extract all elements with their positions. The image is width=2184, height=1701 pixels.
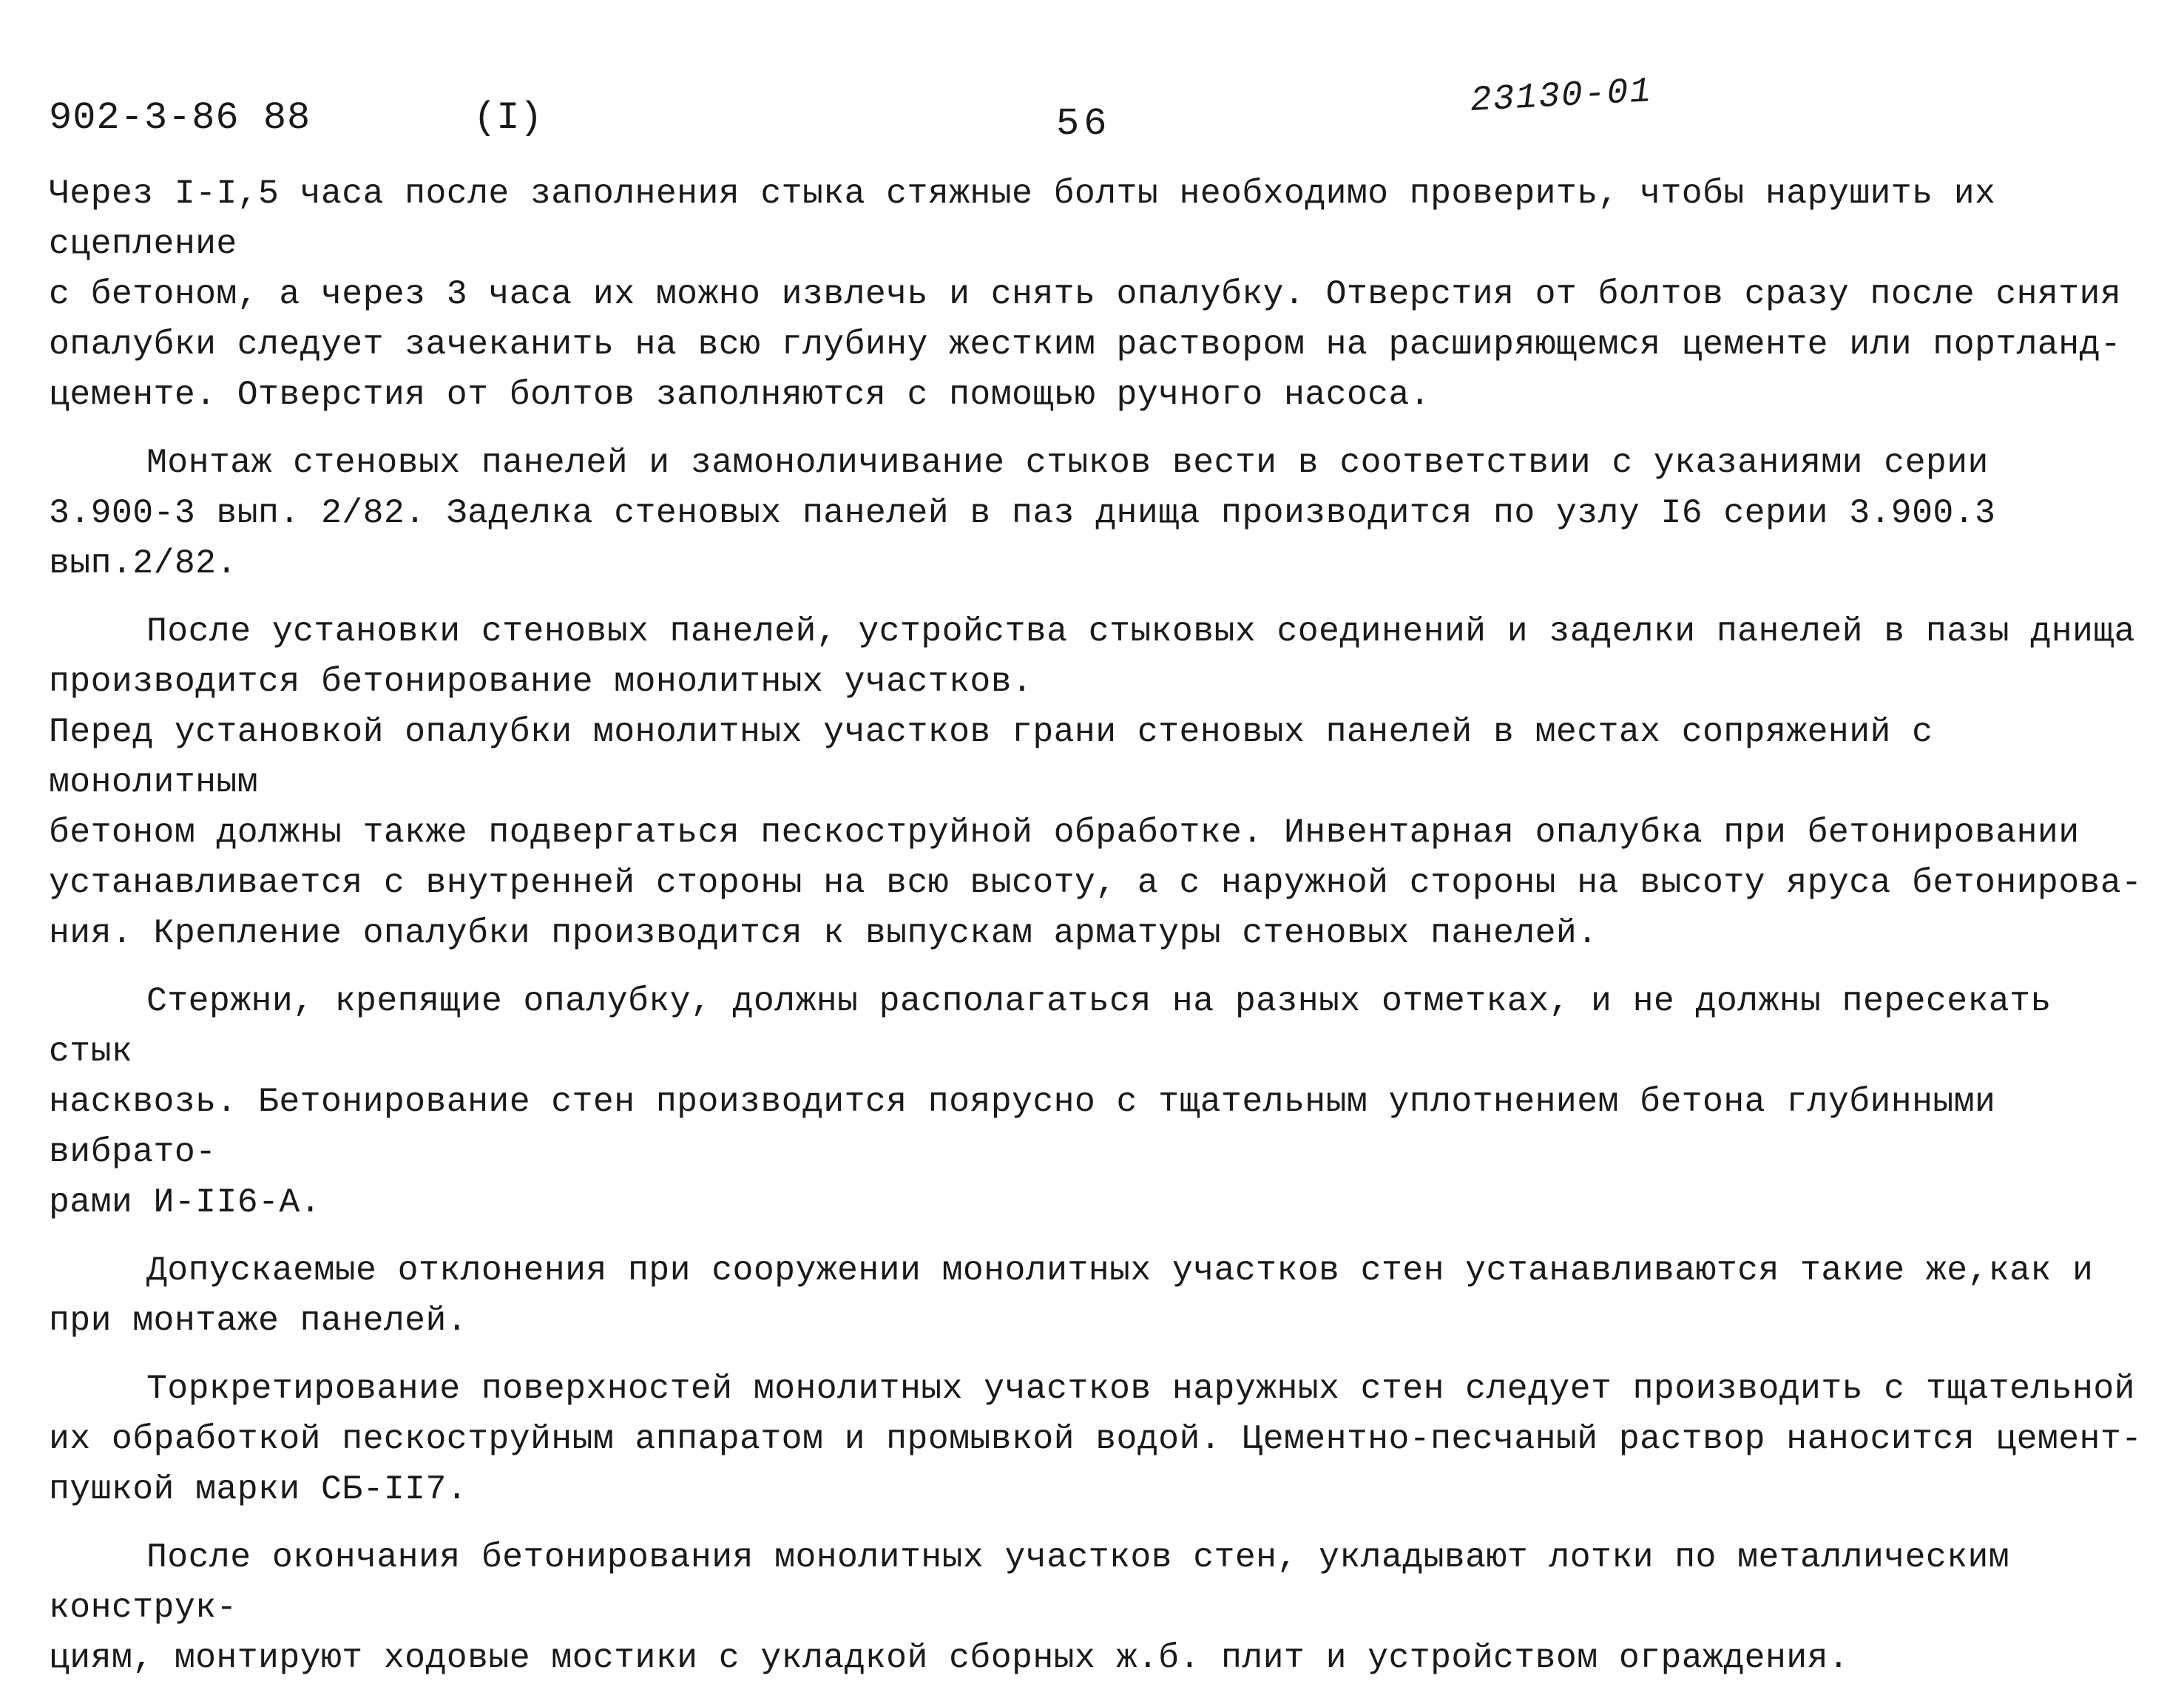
document-code: 902-3-86 88 [49, 96, 311, 140]
paragraph-shotcrete: Торкретирование поверхностей монолитных участков наружных стен следует производить с тщательной их обработкой пескоструйным аппаратом и промывкой водой. Цементно-песчаный раствор наносится цемент- пушкой марки СБ-II7. [49, 1369, 2143, 1509]
paragraph-final-works: После окончания бетонирования монолитных участков стен, укладывают лотки по металлическим конструк- циям, монтируют ходовые мостики с укладкой сборных ж.б. плит и устройством ограждения. [49, 1538, 2010, 1677]
page-number: 56 [1056, 102, 1112, 146]
paragraph-bolts: Через I-I,5 часа после заполнения стыка стяжные болты необходимо проверить, чтобы нарушить их сцепление с бетоном, а через 3 часа их можно извлечь и снять опалубку. Отверстия от болтов сразу после снятия опалубки следует зачеканить на всю глубину жестким раствором на расширяющемся цементе или портланд- цементе. Отверстия от болтов заполняются с помощью ручного насоса. [49, 174, 2122, 414]
sheet-marker: (I) [473, 96, 543, 140]
handwritten-stamp: 23130-01 [1469, 72, 1654, 121]
paragraph-concreting-start: После установки стеновых панелей, устройства стыковых соединений и заделки панелей в пазы днища производится бетонирование монолитных участков. [49, 612, 2135, 701]
paragraph-panel-mounting: Монтаж стеновых панелей и замоноличивание стыков вести в соответствии с указаниями серии 3.900-3 вып. 2/82. Заделка стеновых панелей в паз днища производится по узлу I6 серии 3.900.3 вып.2/82. [49, 443, 1996, 583]
paragraph-formwork-install: Перед установкой опалубки монолитных участков грани стеновых панелей в местах сопряжений с монолитным бетоном должны также подвергаться пескоструйной обработке. Инвентарная опалубка при бетонировании устанавливается с внутренней стороны на всю высоту, а с наружной стороны на высоту яруса бетонирова- ния. Крепление опалубки производится к выпускам арматуры стеновых панелей. [49, 712, 2143, 953]
paragraph-tolerances: Допускаемые отклонения при сооружении монолитных участков стен устанавливаются такие же,как и при монтаже панелей. [49, 1251, 2094, 1340]
paragraph-rods: Стержни, крепящие опалубку, должны располагаться на разных отметках, и не должны пересекать стык насквозь. Бетонирование стен производится поярусно с тщательным уплотнением бетона глубинными вибрато- рами И-II6-А. [49, 981, 2052, 1222]
body-text [49, 169, 2149, 1701]
